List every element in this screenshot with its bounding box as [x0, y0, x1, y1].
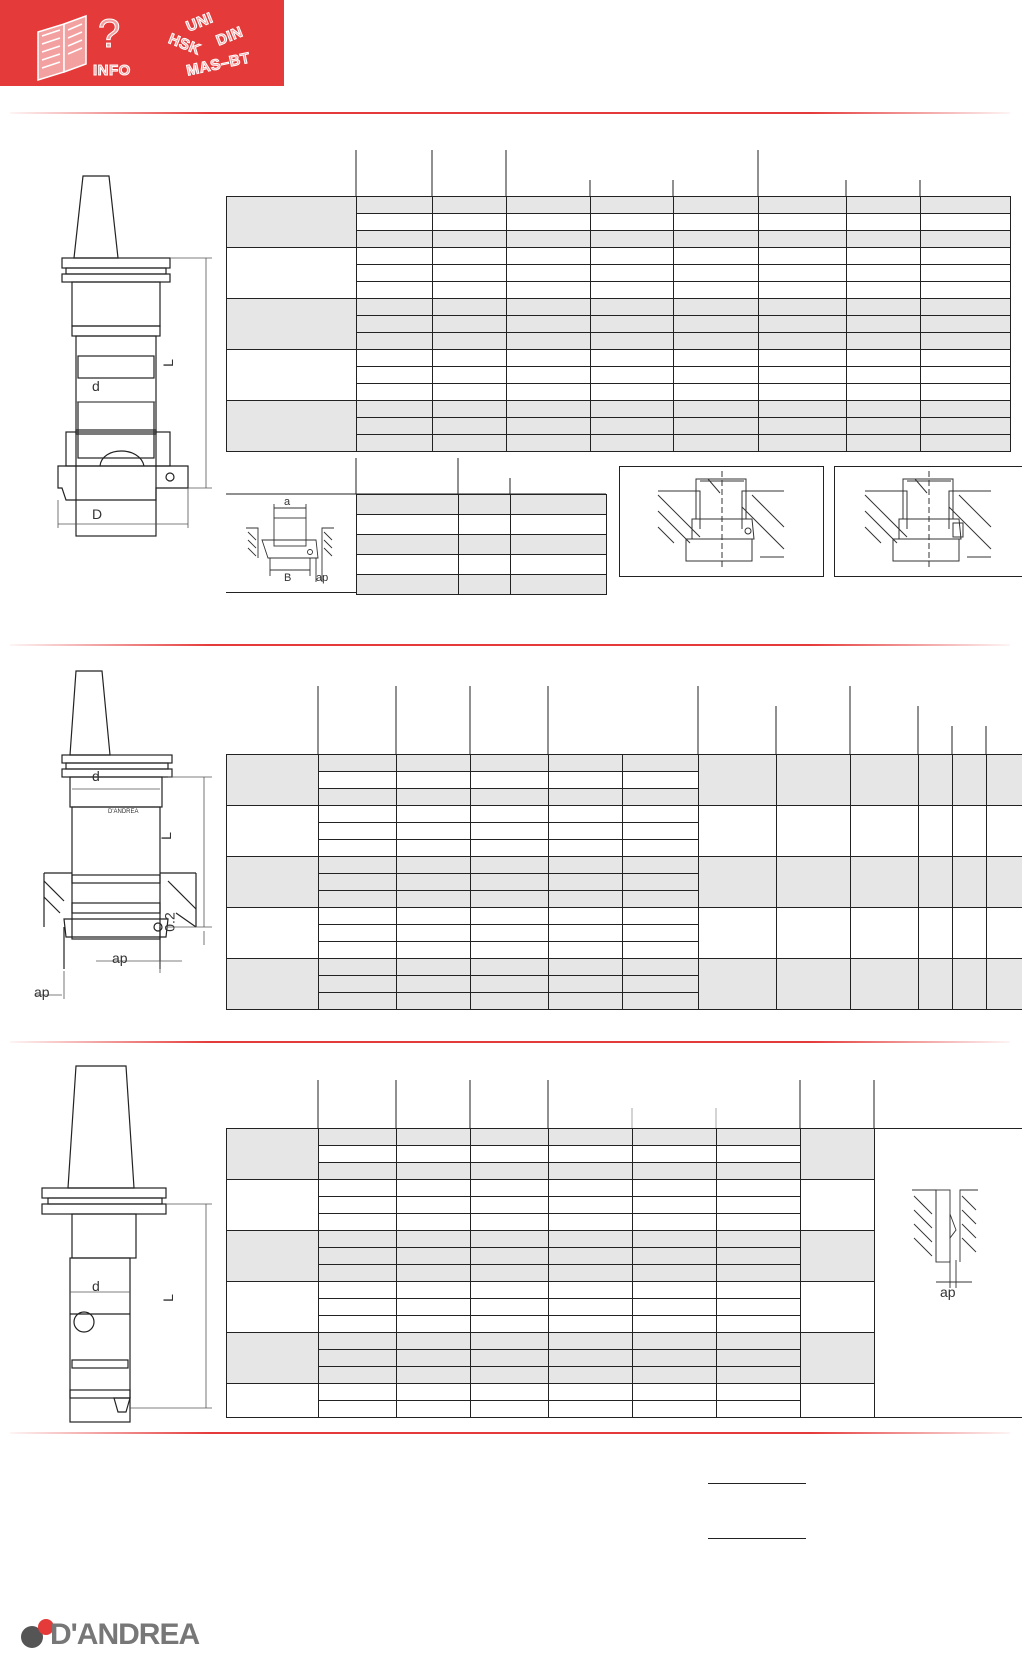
- footer-logo-text: D'ANDREA: [50, 1618, 199, 1652]
- table-row: [227, 1401, 875, 1418]
- standard-hsk: HSK: [166, 30, 203, 58]
- table-row: [227, 959, 1022, 976]
- operation-drawing-2: [834, 466, 1022, 577]
- table-row: [227, 1316, 875, 1333]
- table-row: [227, 350, 1011, 367]
- book-icon: [34, 12, 94, 82]
- table-row: [227, 1265, 875, 1282]
- table-row: [227, 197, 1011, 214]
- question-mark: ?: [98, 12, 121, 57]
- boring-bar-holder-drawing: [34, 1060, 234, 1420]
- section-divider: [10, 644, 1010, 646]
- standard-din: DIN: [214, 23, 246, 49]
- table-row: [227, 806, 1022, 823]
- dim-insert-ap: ap: [316, 572, 328, 584]
- section-divider: [10, 112, 1010, 114]
- section-divider: [10, 1041, 1010, 1043]
- standard-mas-bt: MAS–BT: [185, 49, 252, 79]
- dim-ap-left: ap: [34, 984, 50, 1000]
- table-row: [227, 1197, 875, 1214]
- table-row: [227, 401, 1011, 418]
- table-row: [227, 248, 1011, 265]
- table-row: [227, 1333, 875, 1350]
- dim-insert-b: B: [284, 572, 291, 584]
- table-row: [227, 299, 1011, 316]
- footer-rule: [708, 1538, 806, 1539]
- operation-drawing-1: [619, 466, 824, 577]
- table-row: [357, 575, 607, 595]
- table-row: [227, 908, 1022, 925]
- table-row: [227, 1180, 875, 1197]
- section3-spec-table: [226, 1128, 875, 1418]
- table-row: [227, 1146, 875, 1163]
- dim-ap: ap: [940, 1284, 956, 1300]
- table-row: [227, 1129, 875, 1146]
- table-row: [357, 555, 607, 575]
- table-row: [227, 1163, 875, 1180]
- table-row: [227, 857, 1022, 874]
- dim-length: L: [160, 1294, 176, 1302]
- insert-detail-drawing: [246, 500, 346, 590]
- section2-spec-table: [226, 754, 1022, 1010]
- table-row: [227, 1231, 875, 1248]
- insert-table-bottom-line: [226, 592, 356, 593]
- dim-diameter-d: d: [92, 1278, 100, 1294]
- dim-length: L: [160, 359, 176, 367]
- dim-diameter-d: d: [92, 768, 100, 784]
- table-row: [227, 755, 1022, 772]
- dim-diameter-d: d: [92, 378, 100, 394]
- table-row: [357, 515, 607, 535]
- section1-spec-table: [226, 196, 1011, 452]
- insert-table-header: [226, 458, 606, 494]
- table-row: [227, 1214, 875, 1231]
- section-divider: [10, 1432, 1010, 1434]
- dim-ap-right: ap: [112, 950, 128, 966]
- section2-table-header: [226, 686, 1022, 754]
- table-row: [227, 1367, 875, 1384]
- table-row: [357, 535, 607, 555]
- dim-offset: 0.2: [162, 912, 178, 931]
- face-mill-holder-drawing: [40, 170, 240, 540]
- section3-table-header: [226, 1080, 1022, 1128]
- tool-marking: D'ANDREA: [108, 809, 138, 815]
- dim-insert-a: a: [284, 496, 290, 508]
- dim-length: L: [158, 832, 174, 840]
- standard-uni: UNI: [184, 9, 216, 35]
- section1-table-header: [226, 150, 1010, 196]
- table-row: [227, 1384, 875, 1401]
- dim-diameter-D: D: [92, 506, 102, 522]
- table-row: [357, 495, 607, 515]
- table-row: [227, 1299, 875, 1316]
- shoulder-mill-holder-drawing: [36, 665, 236, 1005]
- table-row: [227, 1350, 875, 1367]
- footer-rule: [708, 1483, 806, 1484]
- info-label: INFO: [93, 62, 131, 79]
- table-row: [227, 1248, 875, 1265]
- info-header-box: [0, 0, 284, 86]
- table-row: [227, 1282, 875, 1299]
- insert-spec-table: [356, 494, 607, 595]
